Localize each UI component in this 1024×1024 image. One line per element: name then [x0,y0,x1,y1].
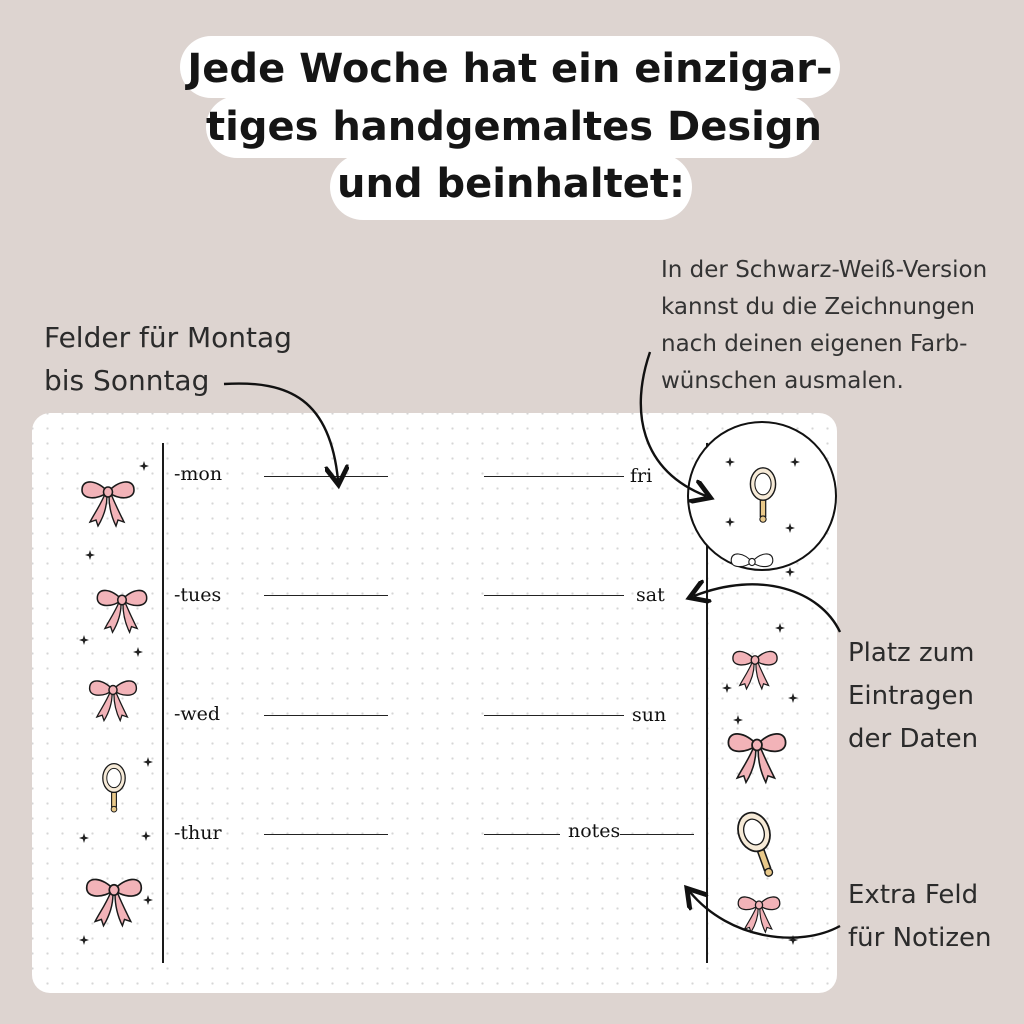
mirror-icon [733,808,785,881]
annotation-notes-line-1: Extra Feld [848,880,979,910]
bow-icon [728,734,785,782]
annotation-days-line-2: bis Sonntag [44,364,210,397]
day-label-mon: -mon [174,463,223,485]
day-label-wed: -wed [174,703,221,725]
bow-icon [82,482,134,526]
annotation-dates-line-2: Eintragen [848,681,974,711]
annotation-notes-line-2: für Notizen [848,923,992,953]
headline-text-3: und beinhaltet: [336,161,685,207]
day-label-fri: fri [630,465,653,487]
day-label-sun: sun [632,704,667,726]
mirror-icon [103,764,125,812]
bow-icon [97,590,146,632]
bow-icon [733,651,777,688]
annotation-bw-line-3: nach deinen eigenen Farb- [661,331,968,357]
bow-icon [738,897,780,932]
annotation-dates-line-3: der Daten [848,724,979,754]
annotation-bw-line-4: wünschen ausmalen. [661,368,904,394]
arrow-days [224,384,338,480]
day-label-thur: -thur [174,822,222,844]
annotation-days-line-1: Felder für Montag [44,321,292,354]
headline-text-1: Jede Woche hat ein einzigar- [187,46,833,92]
annotation-dates-line-1: Platz zum [848,638,975,668]
bow-icon [87,879,142,925]
annotation-bw-line-2: kannst du die Zeichnungen [661,294,975,320]
day-label-tues: -tues [174,584,222,606]
bow-icon [90,681,137,721]
arrow-dates [694,584,840,632]
notes-label: notes [568,820,621,842]
annotation-bw-line-1: In der Schwarz-Weiß-Version [661,257,988,283]
day-label-sat: sat [636,584,665,606]
headline-text-2: tiges handgemaltes Design [206,104,822,150]
